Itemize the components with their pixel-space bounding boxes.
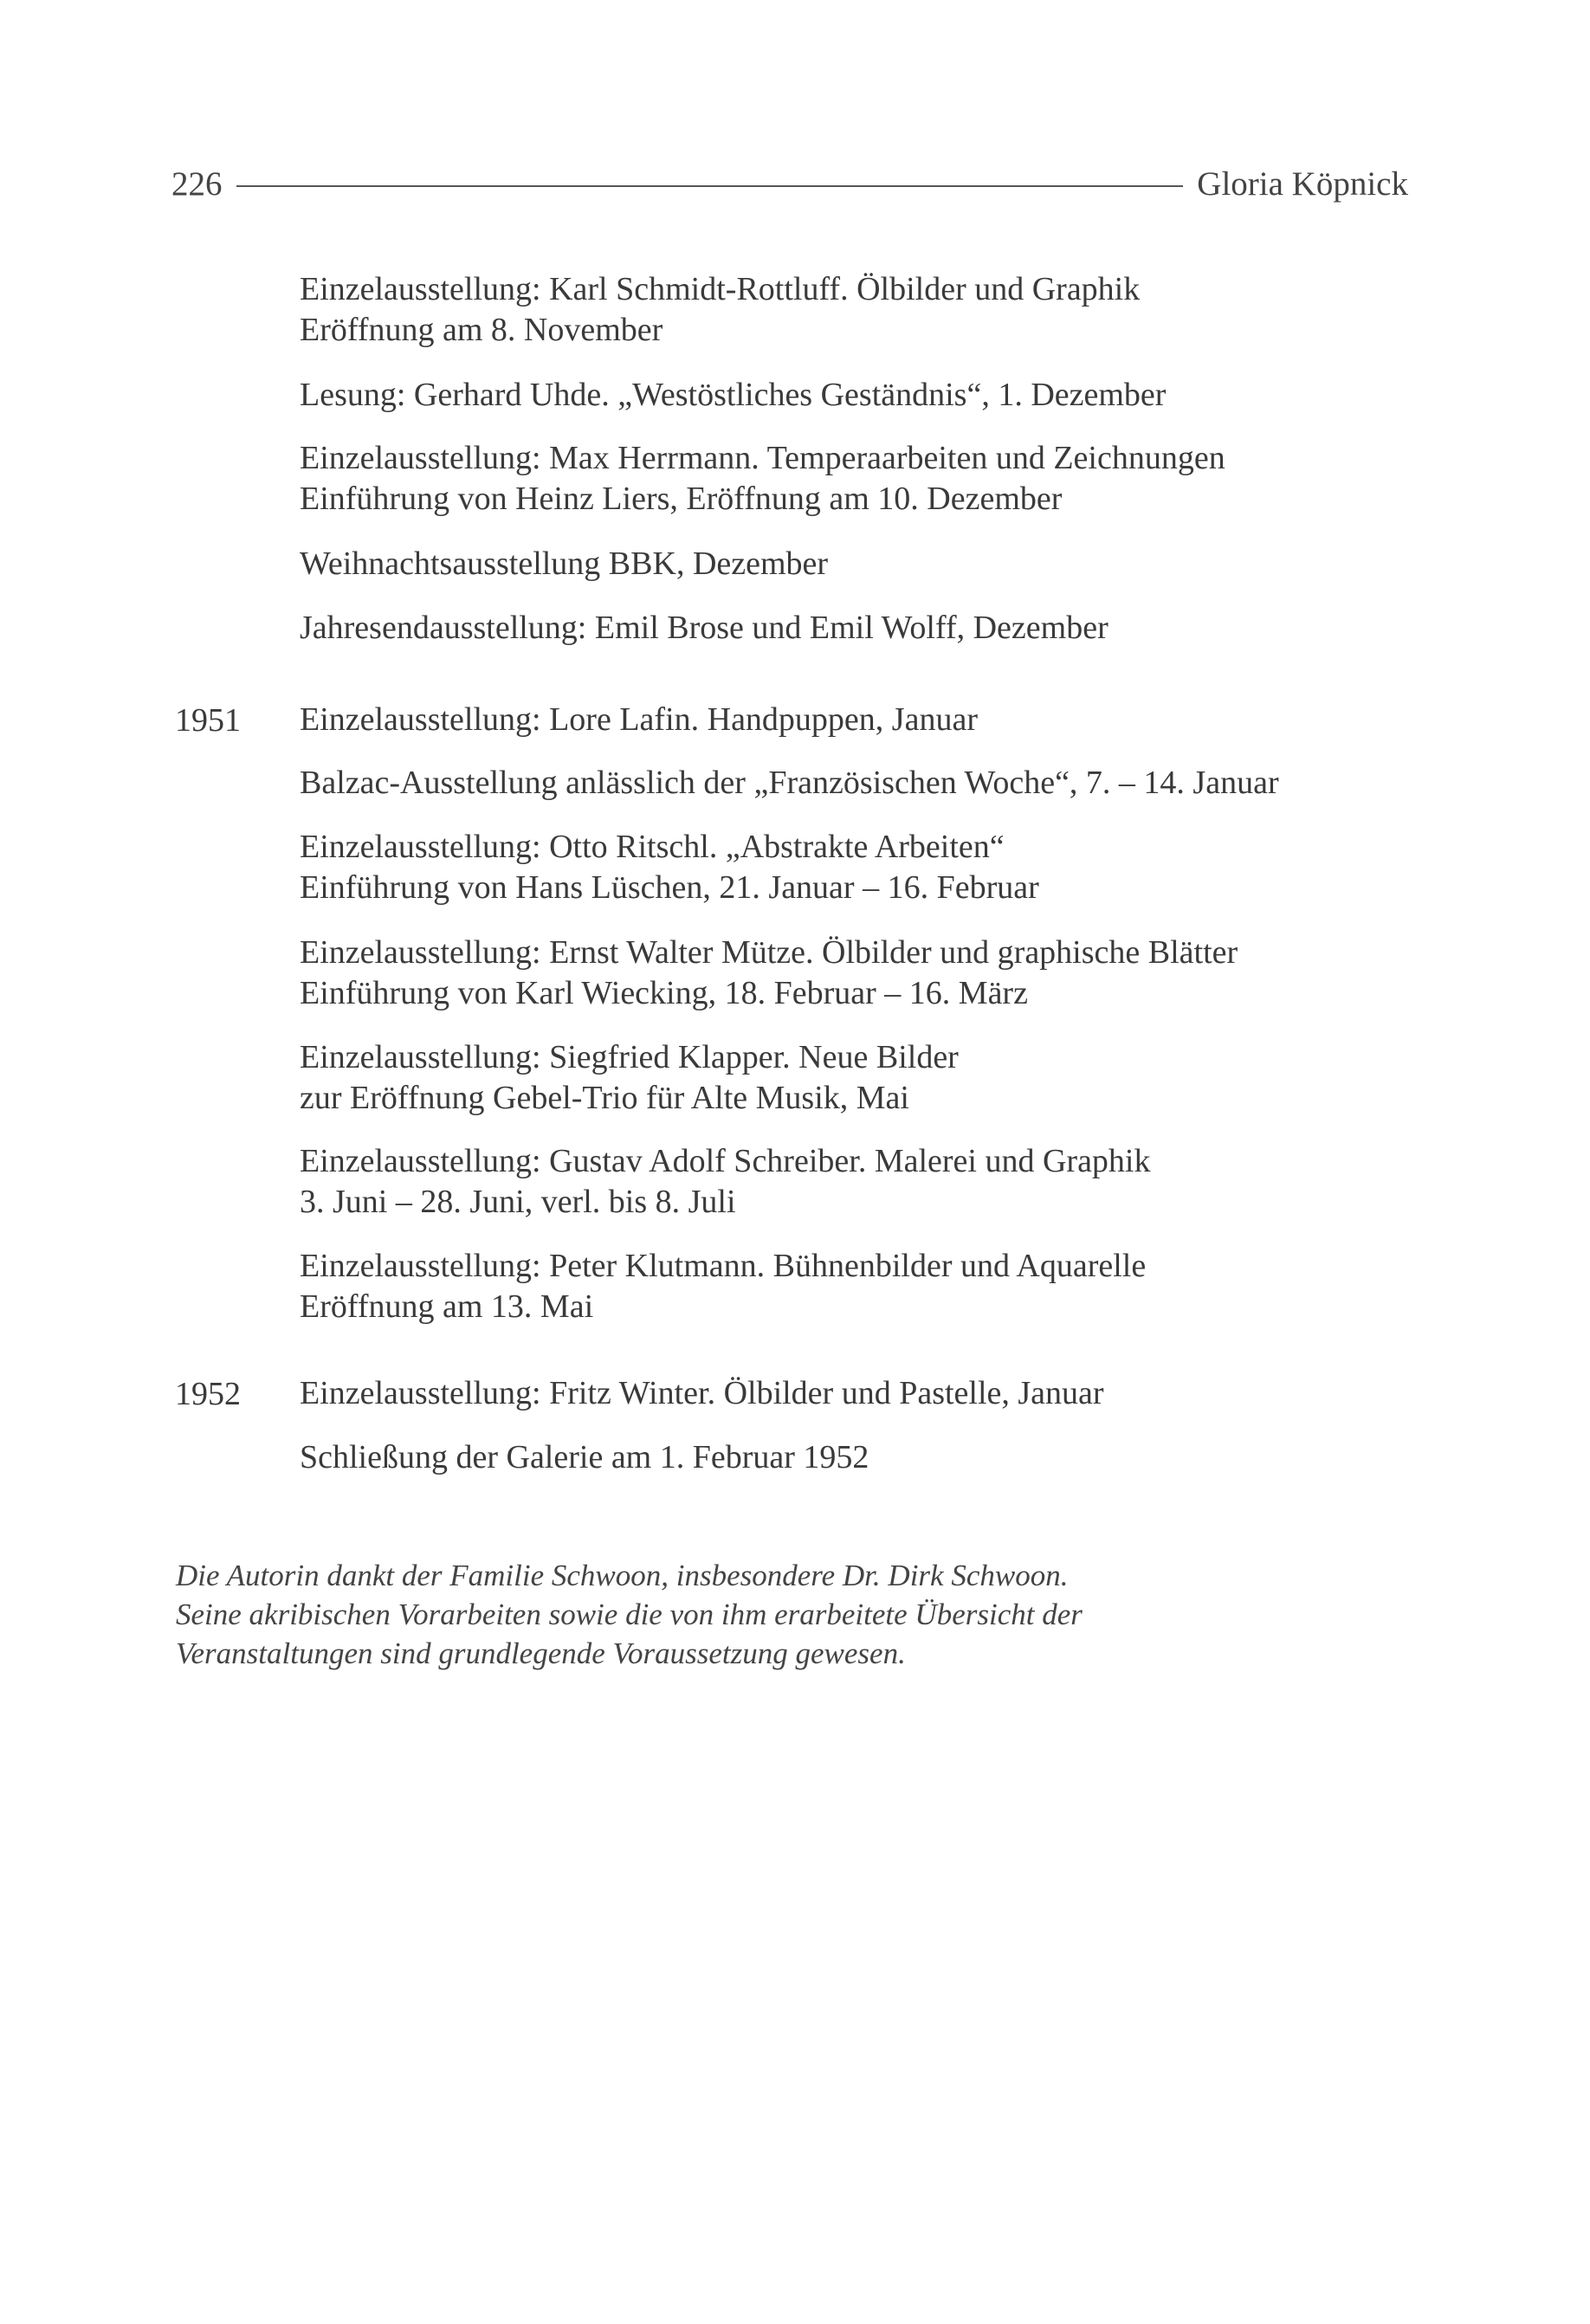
- acknowledgment-line: Die Autorin dankt der Familie Schwoon, insbesondere Dr. Dirk Schwoon.: [176, 1559, 1069, 1592]
- acknowledgment-line: Seine akribischen Vorarbeiten sowie die von ihm erarbeitete Übersicht der: [176, 1598, 1083, 1631]
- year-label: 1951: [175, 702, 241, 739]
- entry-line: Einführung von Hans Lüschen, 21. Januar – 16. Februar: [300, 869, 1039, 906]
- entry-line: Einzelausstellung: Max Herrmann. Temperaarbeiten und Zeichnungen: [300, 440, 1225, 476]
- entry-line: Einzelausstellung: Ernst Walter Mütze. Ölbilder und graphische Blätter: [300, 934, 1238, 971]
- exhibition-entry: [300, 1246, 1425, 1327]
- running-header: [171, 161, 1408, 206]
- entry-line: Einzelausstellung: Gustav Adolf Schreiber. Malerei und Graphik: [300, 1143, 1151, 1179]
- exhibition-entry: [300, 608, 1425, 649]
- entry-line: Einzelausstellung: Karl Schmidt-Rottluff. Ölbilder und Graphik: [300, 271, 1141, 307]
- entry-line: Eröffnung am 8. November: [300, 312, 663, 348]
- exhibition-entry: [300, 1437, 1425, 1478]
- entry-line: Einführung von Heinz Liers, Eröffnung am 10. Dezember: [300, 481, 1063, 517]
- header-rule: [236, 185, 1184, 187]
- page-number: 226: [171, 165, 223, 203]
- entry-line: Weihnachtsausstellung BBK, Dezember: [300, 545, 829, 582]
- exhibition-entry: [300, 1373, 1425, 1414]
- entry-line: Einzelausstellung: Otto Ritschl. „Abstrakte Arbeiten“: [300, 829, 1005, 865]
- entry-line: 3. Juni – 28. Juni, verl. bis 8. Juli: [300, 1184, 736, 1220]
- entry-line: Einzelausstellung: Siegfried Klapper. Neue Bilder: [300, 1039, 959, 1075]
- exhibition-entry: [300, 700, 1425, 740]
- exhibition-entry: [300, 827, 1425, 908]
- entry-line: Balzac-Ausstellung anlässlich der „Französischen Woche“, 7. – 14. Januar: [300, 765, 1279, 801]
- exhibition-entry: [300, 438, 1425, 520]
- exhibition-entry: [300, 1037, 1425, 1119]
- exhibition-entry: [300, 933, 1425, 1014]
- entry-line: Einzelausstellung: Peter Klutmann. Bühnenbilder und Aquarelle: [300, 1248, 1147, 1284]
- exhibition-entry: [300, 375, 1425, 416]
- entry-line: Jahresendausstellung: Emil Brose und Emil Wolff, Dezember: [300, 610, 1108, 646]
- acknowledgment-note: [176, 1556, 1406, 1673]
- entry-line: zur Eröffnung Gebel-Trio für Alte Musik, Mai: [300, 1080, 909, 1116]
- entry-line: Eröffnung am 13. Mai: [300, 1288, 594, 1325]
- entry-line: Einzelausstellung: Fritz Winter. Ölbilder und Pastelle, Januar: [300, 1375, 1104, 1411]
- running-header-author: Gloria Köpnick: [1197, 165, 1408, 203]
- exhibition-entry: [300, 544, 1425, 584]
- entry-line: Einführung von Karl Wiecking, 18. Februar – 16. März: [300, 975, 1028, 1011]
- entry-line: Lesung: Gerhard Uhde. „Westöstliches Geständnis“, 1. Dezember: [300, 377, 1167, 413]
- entry-line: Einzelausstellung: Lore Lafin. Handpuppen, Januar: [300, 701, 978, 738]
- exhibition-entry: [300, 269, 1425, 351]
- entry-line: Schließung der Galerie am 1. Februar 1952: [300, 1439, 869, 1475]
- year-label: 1952: [175, 1376, 241, 1412]
- acknowledgment-line: Veranstaltungen sind grundlegende Voraussetzung gewesen.: [176, 1636, 906, 1670]
- exhibition-entry: [300, 763, 1425, 804]
- exhibition-entry: [300, 1141, 1425, 1223]
